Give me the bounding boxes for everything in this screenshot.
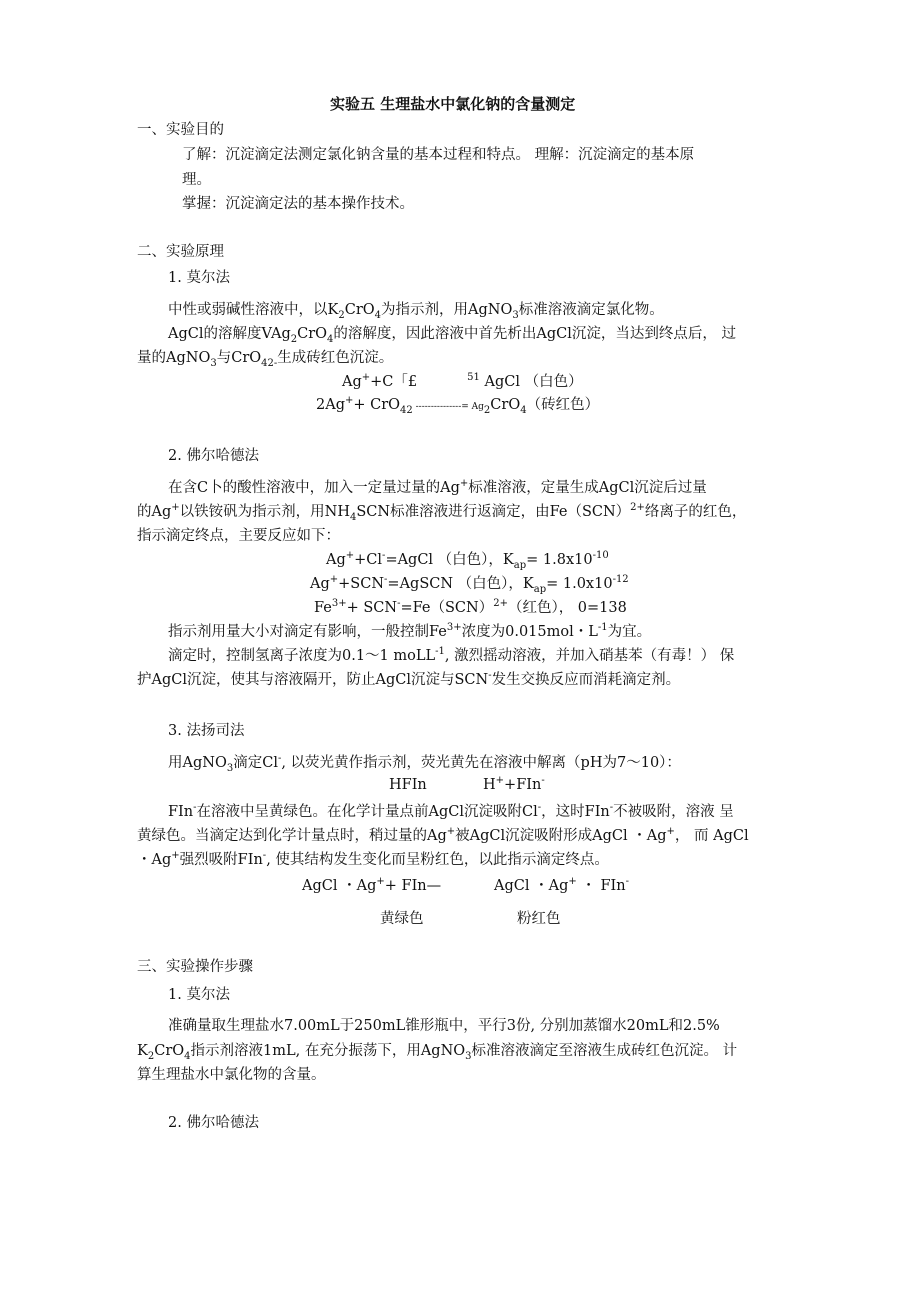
mohr-principle-line: 中性或弱碱性溶液中，以$K_2CrO_4$为指示剂，用AgNO$_3$标准溶液滴定氯化物。: [168, 302, 664, 321]
fajans-method-title: 3. 法扬司法: [168, 723, 245, 739]
document-title: 实验五 生理盐水中氯化钠的含量测定: [330, 95, 576, 113]
section-3-heading: 三、实验操作步骤: [137, 959, 253, 975]
volhard-method-title: 2. 佛尔哈德法: [168, 448, 259, 464]
fajans-dissociation-left: HFIn: [389, 777, 427, 793]
objective-understand: 了解：沉淀滴定法测定氯化钠含量的基本过程和特点。 理解：沉淀滴定的基本原: [182, 147, 695, 163]
volhard-titration-line-2: 护AgCl沉淀，使其与溶液隔开，防止AgCl沉淀与SCN-发生交换反应而消耗滴定剂。: [137, 670, 681, 688]
volhard-equation-3: $Fe^{3+}+ SCN^-=Fe(SCN)^{2+}$（红色）， 0=138: [314, 598, 627, 616]
volhard-equation-1: Ag++Cl-=AgCl （白色），$K_{ap}= 1.8x10^{-10}$: [326, 550, 609, 571]
volhard-equation-2: Ag++SCN-=AgSCN （白色），$K_{ap}= 1.0x10^{-12}$: [310, 574, 629, 595]
volhard-principle-line-1: 在含C卜的酸性溶液中，加入一定量过量的Ag+标准溶液，定量生成AgCl沉淀后过量: [168, 478, 707, 496]
procedure-mohr-line-1: 准确量取生理盐水7.00mL于250mL锥形瓶中，平行3份, 分别加蒸馏水20mL和2.5%: [168, 1018, 720, 1034]
volhard-principle-line-3: 指示滴定终点，主要反应如下：: [137, 528, 340, 544]
mohr-method-title: 1. 莫尔法: [168, 270, 230, 286]
mohr-solubility-cont: 量的AgNO$_3$与CrO$_{42-}$生成砖红色沉淀。: [137, 350, 394, 369]
objective-master: 掌握：沉淀滴定法的基本操作技术。: [182, 196, 414, 212]
section-1-heading: 一、实验目的: [137, 122, 224, 138]
objective-understand-cont: 理。: [182, 172, 211, 188]
mohr-solubility-line: AgCl的溶解度VAg$_2$CrO$_4$的溶解度，因此溶液中首先析出AgCl沉淀，当达到终点后， 过: [168, 326, 736, 345]
fajans-adsorption-line-3: ・Ag+强烈吸附FIn-, 使其结构发生变化而呈粉红色，以此指示滴定终点。: [137, 850, 609, 868]
mohr-equation-1: Ag++C「£ $^{51}$ AgCl （白色）: [342, 372, 583, 390]
procedure-mohr-line-3: 算生理盐水中氯化物的含量。: [137, 1067, 326, 1083]
section-2-heading: 二、实验原理: [137, 244, 224, 260]
procedure-mohr-title: 1. 莫尔法: [168, 987, 230, 1003]
fajans-equation-right: AgCl ・Ag+ ・ FIn-: [494, 876, 629, 894]
mohr-equation-2: 2Ag++ CrO$_{42}$ ---------------= $Ag_2CrO_4$（砖红色）: [316, 395, 600, 416]
color-yellow-green: 黄绿色: [380, 911, 424, 927]
fajans-principle-line: 用AgNO$_3$滴定Cl-, 以荧光黄作指示剂，荧光黄先在溶液中解离（pH为7～10）：: [168, 753, 681, 774]
procedure-mohr-line-2: $K_2CrO_4$指示剂溶液1mL, 在充分振荡下，用AgNO$_3$标准溶液滴定至溶液生成砖红色沉淀。 计: [137, 1043, 738, 1062]
volhard-indicator-line: 指示剂用量大小对滴定有影响，一般控制$Fe^{3+}$浓度为0.015mol・$L^{-1}$为宜。: [168, 622, 652, 640]
fajans-dissociation-right: H++FIn-: [483, 775, 545, 793]
fajans-adsorption-line-2: 黄绿色。当滴定达到化学计量点时，稍过量的Ag+被AgCl沉淀吸附形成AgCl ・Ag+， 而 AgCl: [137, 826, 749, 844]
color-pink: 粉红色: [517, 911, 561, 927]
fajans-equation-left: AgCl ・Ag++ FIn—: [302, 876, 442, 894]
procedure-volhard-title: 2. 佛尔哈德法: [168, 1115, 259, 1131]
volhard-principle-line-2: 的Ag+以铁铵矾为指示剂，用$NH_4SCN$标准溶液进行返滴定，由Fe（SCN）$^{2+}$络离子的红色，: [137, 502, 747, 523]
fajans-adsorption-line-1: FIn-在溶液中呈黄绿色。在化学计量点前AgCl沉淀吸附Cl-，这时FIn-不被吸附，溶液 呈: [168, 802, 734, 820]
volhard-titration-line-1: 滴定时，控制氢离子浓度为0.1～1 moLL$^{-1}$, 激烈摇动溶液，并加入硝基苯（有毒！） 保: [168, 646, 735, 664]
